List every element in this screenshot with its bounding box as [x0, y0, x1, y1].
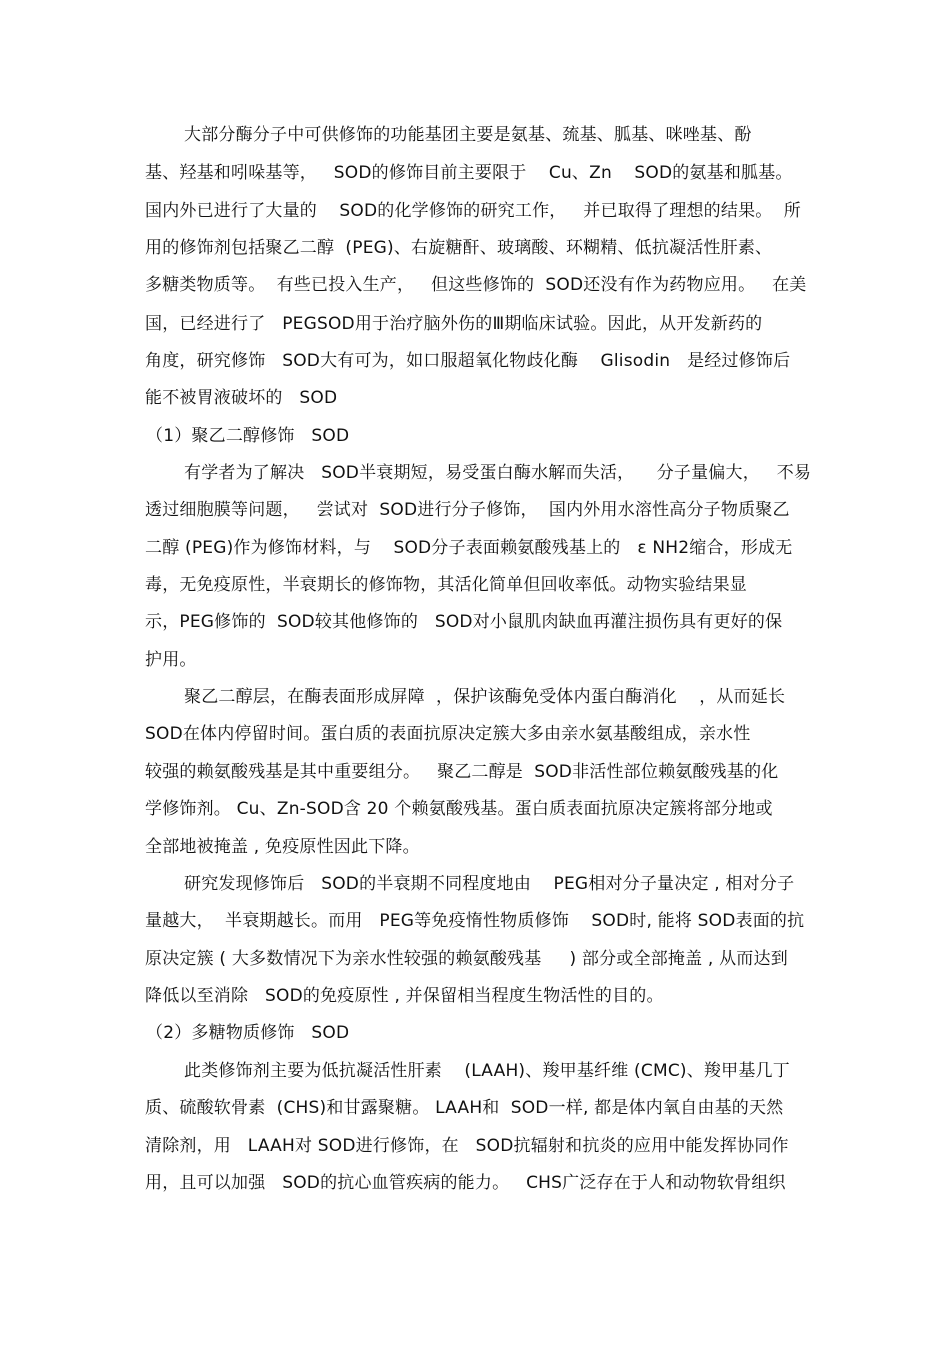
- paragraph-line: 二醇 (PEG)作为修饰材料，与 SOD分子表面赖氨酸残基上的 ε NH2缩合，形成无: [145, 538, 793, 558]
- paragraph-line: 原决定簇 ( 大多数情况下为亲水性较强的赖氨酸残基 ) 部分或全部掩盖 , 从而达到: [145, 949, 788, 969]
- paragraph-line: 降低以至消除 SOD的免疫原性 , 并保留相当程度生物活性的目的。: [145, 986, 664, 1006]
- paragraph-line: 基、羟基和吲哚基等， SOD的修饰目前主要限于 Cu、Zn SOD的氨基和胍基。: [145, 163, 793, 183]
- paragraph-line: 量越大， 半衰期越长。而用 PEG等免疫惰性物质修饰 SOD时, 能将 SOD表面的抗: [145, 911, 805, 931]
- paragraph-line: 研究发现修饰后 SOD的半衰期不同程度地由 PEG相对分子量决定 , 相对分子: [184, 874, 795, 894]
- paragraph-line: 用的修饰剂包括聚乙二醇 (PEG)、右旋糖酐、玻璃酸、环糊精、低抗凝活性肝素、: [145, 238, 773, 258]
- paragraph-line: 有学者为了解决 SOD半衰期短，易受蛋白酶水解而失活， 分子量偏大， 不易: [184, 463, 812, 483]
- paragraph-line: 较强的赖氨酸残基是其中重要组分。 聚乙二醇是 SOD非活性部位赖氨酸残基的化: [145, 762, 779, 782]
- paragraph-line: 此类修饰剂主要为低抗凝活性肝素 (LAAH)、羧甲基纤维 (CMC)、羧甲基几丁: [184, 1061, 790, 1081]
- paragraph-line: 清除剂，用 LAAH对 SOD进行修饰，在 SOD抗辐射和抗炎的应用中能发挥协同作: [145, 1136, 789, 1156]
- paragraph-line: 示，PEG修饰的 SOD较其他修饰的 SOD对小鼠肌肉缺血再灌注损伤具有更好的保: [145, 612, 783, 632]
- paragraph-line: 毒，无免疫原性，半衰期长的修饰物，其活化简单但回收率低。动物实验结果显: [145, 575, 747, 595]
- paragraph-line: 角度，研究修饰 SOD大有可为，如口服超氧化物歧化酶 Glisodin 是经过修饰后: [145, 351, 791, 371]
- paragraph-line: 聚乙二醇层，在酶表面形成屏障 ，保护该酶免受体内蛋白酶消化 ，从而延长: [184, 687, 786, 707]
- paragraph-line: 多糖类物质等。 有些已投入生产， 但这些修饰的 SOD还没有作为药物应用。 在美: [145, 275, 807, 295]
- paragraph-line: 透过细胞膜等问题， 尝试对 SOD进行分子修饰， 国内外用水溶性高分子物质聚乙: [145, 500, 790, 520]
- paragraph-line: 护用。: [145, 650, 197, 670]
- section-heading: （2）多糖物质修饰 SOD: [146, 1023, 350, 1043]
- paragraph-line: 国内外已进行了大量的 SOD的化学修饰的研究工作， 并已取得了理想的结果。 所: [145, 201, 801, 221]
- paragraph-line: 国，已经进行了 PEGSOD用于治疗脑外伤的Ⅲ期临床试验。因此，从开发新药的: [145, 314, 763, 334]
- paragraph-line: 大部分酶分子中可供修饰的功能基团主要是氨基、巯基、胍基、咪唑基、酚: [184, 125, 752, 145]
- paragraph-line: 能不被胃液破坏的 SOD: [145, 388, 338, 408]
- paragraph-line: 全部地被掩盖 , 免疫原性因此下降。: [145, 837, 420, 857]
- paragraph-line: 学修饰剂。 Cu、Zn-SOD含 20 个赖氨酸残基。蛋白质表面抗原决定簇将部分地或: [145, 799, 773, 819]
- paragraph-line: 质、硫酸软骨素 (CHS)和甘露聚糖。 LAAH和 SOD一样, 都是体内氧自由基的天然: [145, 1098, 784, 1118]
- paragraph-line: 用，且可以加强 SOD的抗心血管疾病的能力。 CHS广泛存在于人和动物软骨组织: [145, 1173, 786, 1193]
- section-heading: （1）聚乙二醇修饰 SOD: [146, 426, 350, 446]
- paragraph-line: SOD在体内停留时间。蛋白质的表面抗原决定簇大多由亲水氨基酸组成，亲水性: [145, 724, 751, 744]
